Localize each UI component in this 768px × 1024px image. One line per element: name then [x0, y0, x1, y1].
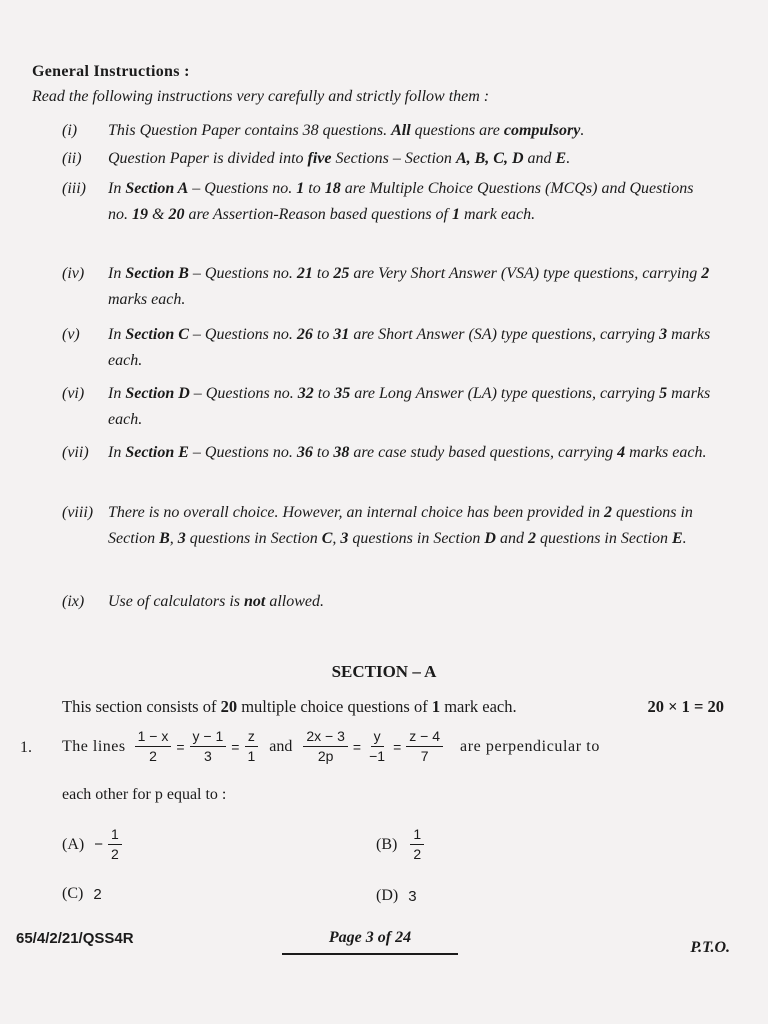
instruction-text-run: are case study based questions, carrying	[349, 444, 618, 461]
instruction-text-run: – Questions no.	[188, 265, 297, 282]
instruction-text-run: .	[682, 530, 687, 547]
equals-sign: =	[231, 738, 240, 755]
fraction	[190, 727, 227, 766]
instruction-text-run: questions in Section	[185, 530, 322, 547]
instruction-bold-run: 3	[340, 530, 349, 547]
instruction-text-run: marks each.	[625, 444, 707, 461]
fraction	[303, 727, 348, 766]
section-description	[62, 697, 517, 717]
section-description-text: mark each.	[440, 697, 517, 716]
instruction-text-run: – Questions no.	[188, 326, 297, 343]
instruction-text-run: &	[148, 206, 169, 223]
fraction	[366, 727, 388, 766]
instruction-text-run: There is no overall choice. However, an internal choice has been provided in	[108, 504, 605, 521]
instruction-bold-run: 25	[333, 265, 350, 282]
option-c[interactable]	[62, 885, 102, 903]
instruction-text	[108, 146, 712, 172]
instruction-text-run: to	[312, 326, 334, 343]
instruction-number: (iii)	[62, 180, 86, 197]
denominator: 2	[110, 846, 119, 862]
instruction-text-run: are Short Answer (SA) type questions, carrying	[349, 326, 660, 343]
question-and: and	[269, 737, 293, 755]
question-lead: The lines	[62, 737, 126, 755]
numerator: 1	[410, 825, 424, 845]
instruction-text-run: mark each.	[460, 206, 536, 223]
instruction-text	[108, 440, 712, 466]
option-d-value: 3	[408, 887, 417, 905]
instruction-item	[62, 440, 712, 466]
instruction-number: (iv)	[62, 265, 85, 282]
instruction-item	[62, 381, 712, 433]
instruction-bold-run: B	[159, 530, 170, 547]
instruction-item	[62, 176, 712, 228]
denominator: 1	[247, 748, 256, 764]
instruction-bold-run: 20	[168, 206, 185, 223]
general-instructions-title: General Instructions :	[32, 63, 190, 80]
instruction-text-run: – Questions no.	[189, 385, 298, 402]
instruction-bold-run: 19	[132, 206, 148, 223]
instruction-item	[62, 322, 712, 374]
instruction-text-run: In	[108, 444, 126, 461]
instruction-text	[108, 500, 712, 552]
instruction-text-run: questions in Section	[108, 504, 693, 547]
option-d[interactable]	[376, 887, 417, 905]
instruction-text-run: to	[312, 444, 334, 461]
instruction-bold-run: Section C	[125, 326, 189, 343]
please-turn-over: P.T.O.	[690, 939, 730, 956]
instruction-text-run: This Question Paper contains 38 questions.	[108, 122, 392, 139]
instruction-text-run: allowed.	[265, 593, 325, 610]
instruction-text-run: marks each.	[108, 326, 711, 369]
instruction-bold-run: C	[321, 530, 333, 547]
instruction-text-run: and	[523, 150, 556, 167]
denominator: 2p	[317, 748, 334, 764]
instruction-number: (v)	[62, 326, 80, 343]
section-total-marks: 20 × 1 = 20	[647, 697, 724, 716]
equals-sign: =	[176, 738, 185, 755]
instruction-number: (i)	[62, 122, 78, 139]
question-tail: are perpendicular to	[460, 737, 600, 755]
page-number: Page 3 of 24	[282, 929, 458, 955]
instruction-text-run: to	[313, 385, 335, 402]
instruction-bold-run: 2	[604, 504, 613, 521]
instruction-bold-run: 18	[324, 180, 341, 197]
paper-code: 65/4/2/21/QSS4R	[16, 930, 134, 947]
instruction-item	[62, 589, 712, 615]
general-instructions-subtitle: Read the following instructions very carefully and strictly follow them :	[32, 88, 490, 105]
option-c-label: (C)	[62, 885, 84, 902]
fraction	[406, 727, 443, 766]
instruction-text-run: In	[108, 385, 126, 402]
instruction-bold-run: 31	[333, 326, 350, 343]
numerator: z − 4	[406, 727, 443, 747]
instruction-item	[62, 146, 712, 172]
numerator: 1	[108, 825, 122, 845]
instruction-text	[108, 589, 712, 615]
instruction-text-run: and	[495, 530, 528, 547]
denominator: −1	[369, 748, 386, 764]
instruction-bold-run: E	[671, 530, 683, 547]
instruction-number: (vii)	[62, 444, 89, 461]
option-d-label: (D)	[376, 887, 399, 904]
equals-sign: =	[352, 738, 362, 755]
instruction-bold-run: five	[307, 150, 332, 167]
instruction-number: (vi)	[62, 385, 85, 402]
instruction-bold-run: compulsory	[503, 122, 581, 139]
equals-sign: =	[393, 738, 402, 755]
instruction-text-run: – Questions no.	[188, 444, 297, 461]
instruction-number: (viii)	[62, 504, 94, 521]
instruction-bold-run: E	[555, 150, 567, 167]
instruction-text-run: to	[304, 180, 325, 197]
instruction-bold-run: 2	[527, 530, 536, 547]
instruction-bold-run: D	[484, 530, 496, 547]
instruction-number: (ii)	[62, 150, 82, 167]
instruction-bold-run: 32	[297, 385, 314, 402]
instruction-text-run: are Multiple Choice Questions (MCQs) and Questions no.	[108, 180, 694, 223]
option-a[interactable]	[62, 825, 125, 864]
instruction-bold-run: 1	[296, 180, 305, 197]
instruction-bold-run: 21	[296, 265, 313, 282]
option-a-label: (A)	[62, 835, 85, 853]
instruction-text-run: – Questions no.	[188, 180, 297, 197]
instruction-number: (ix)	[62, 593, 85, 610]
instruction-text-run: Sections – Section	[331, 150, 456, 167]
numerator: 1 − x	[135, 727, 172, 747]
question-continuation: each other for p equal to :	[62, 786, 227, 803]
instruction-text-run: to	[312, 265, 334, 282]
section-heading: SECTION – A	[331, 662, 437, 681]
instruction-text-run: In	[108, 265, 126, 282]
instruction-text-run: Question Paper is divided into	[108, 150, 308, 167]
instruction-bold-run: 5	[659, 385, 668, 402]
instruction-bold-run: All	[391, 122, 411, 139]
instruction-bold-run: Section E	[125, 444, 189, 461]
instruction-text-run: ,	[169, 530, 178, 547]
option-c-value: 2	[93, 885, 102, 903]
instruction-bold-run: 3	[177, 530, 186, 547]
instruction-text	[108, 322, 712, 374]
instruction-text-run: In	[108, 326, 126, 343]
section-description-text: multiple choice questions of	[237, 697, 432, 716]
instruction-bold-run: 1	[452, 206, 460, 223]
instruction-text-run: are Long Answer (LA) type questions, carrying	[350, 385, 660, 402]
instruction-bold-run: Section D	[125, 385, 190, 402]
instruction-text	[108, 118, 712, 144]
instruction-text-run: ,	[332, 530, 341, 547]
instruction-item	[62, 500, 712, 552]
instruction-text	[108, 261, 712, 313]
instruction-item	[62, 261, 712, 313]
instruction-bold-run: 36	[296, 444, 313, 461]
instruction-text-run: Use of calculators is	[108, 593, 244, 610]
fraction	[244, 727, 258, 766]
numerator: z	[245, 727, 258, 747]
numerator: y	[371, 727, 384, 747]
instruction-text-run: are Assertion-Reason based questions of	[184, 206, 452, 223]
section-mark-value: 1	[431, 697, 441, 716]
question-text	[62, 727, 722, 766]
denominator: 2	[413, 846, 422, 862]
option-a-fraction	[108, 825, 122, 864]
denominator: 3	[204, 748, 212, 764]
section-description-text: This section consists of	[62, 697, 221, 716]
numerator: 2x − 3	[303, 727, 348, 747]
instruction-text-run: questions are	[410, 122, 504, 139]
instruction-bold-run: 4	[617, 444, 626, 461]
instruction-text-run: questions in Section	[348, 530, 485, 547]
numerator: y − 1	[190, 727, 227, 747]
instruction-bold-run: not	[244, 593, 266, 610]
instruction-text-run: are Very Short Answer (VSA) type questions, carrying	[349, 265, 702, 282]
fraction	[135, 727, 172, 766]
instruction-bold-run: 38	[333, 444, 350, 461]
instruction-text-run: marks each.	[108, 291, 186, 308]
instruction-text-run: marks each.	[108, 385, 711, 428]
instruction-bold-run: 2	[701, 265, 710, 282]
option-b-fraction	[410, 825, 424, 864]
instruction-bold-run: 3	[659, 326, 668, 343]
instruction-bold-run: Section B	[125, 265, 189, 282]
section-question-count: 20	[220, 697, 238, 716]
instruction-text-run: questions in Section	[535, 530, 672, 547]
instruction-bold-run: 26	[296, 326, 313, 343]
option-a-sign: −	[94, 836, 103, 853]
option-b[interactable]	[376, 825, 427, 864]
denominator: 7	[420, 748, 429, 764]
instruction-text-run: In	[108, 180, 126, 197]
instruction-item	[62, 118, 712, 144]
instruction-text-run: .	[580, 122, 585, 139]
question-number: 1.	[20, 739, 32, 756]
instruction-text	[108, 381, 712, 433]
option-b-label: (B)	[376, 835, 398, 853]
instruction-bold-run: Section A	[125, 180, 189, 197]
instruction-bold-run: A, B, C, D	[455, 150, 524, 167]
instruction-bold-run: 35	[334, 385, 351, 402]
denominator: 2	[149, 748, 157, 764]
instruction-text-run: .	[566, 150, 571, 167]
instruction-text	[108, 176, 712, 228]
